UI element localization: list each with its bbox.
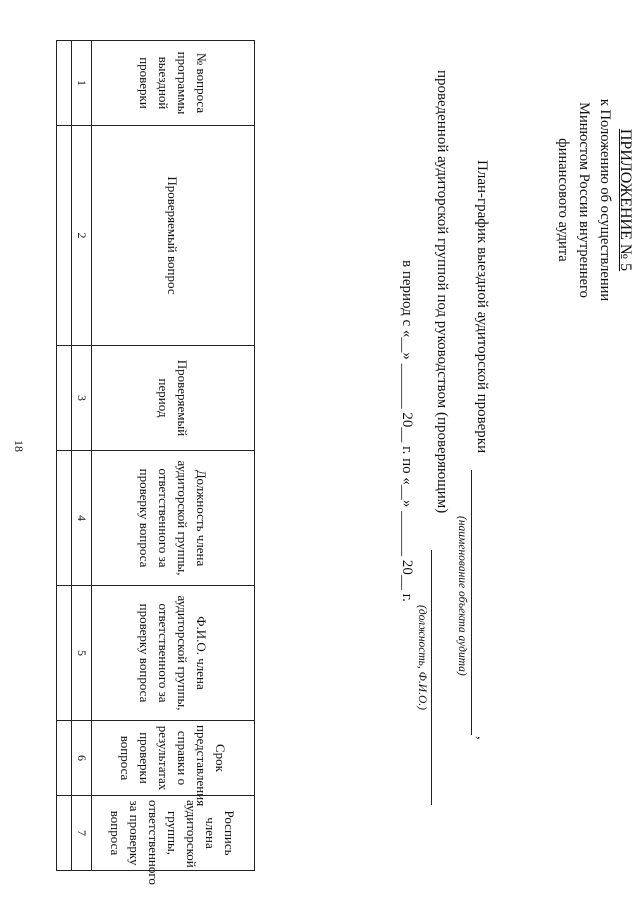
- appendix-title: ПРИЛОЖЕНИЕ № 5: [617, 128, 634, 272]
- table-cell: [57, 586, 72, 721]
- col-header-period: Проверяемый период: [92, 346, 255, 451]
- heading-comma: ,: [474, 736, 490, 740]
- col-number-2: 2: [72, 126, 92, 346]
- col-header-deadline: Срок представления справки о результатах проверки вопроса: [92, 721, 255, 796]
- plan-table: [56, 40, 255, 885]
- col-number-1: 1: [72, 41, 92, 126]
- col-number-5: 5: [72, 586, 92, 721]
- col-number-7: 7: [72, 796, 92, 871]
- col-number-3: 3: [72, 346, 92, 451]
- position-caption: (должность, Ф.И.О.): [416, 605, 428, 710]
- object-caption: (наименование объекта аудита): [456, 516, 468, 676]
- col-header-question: Проверяемый вопрос: [92, 126, 255, 346]
- col-number-4: 4: [72, 451, 92, 586]
- col-header-signature: Роспись члена аудиторской группы, ответственного за проверку вопроса: [92, 796, 255, 871]
- table-header-row: [92, 41, 255, 871]
- object-name-underline: [471, 470, 472, 735]
- table-cell: [57, 346, 72, 451]
- page-number: 18: [12, 440, 26, 452]
- table-number-row: [72, 41, 92, 871]
- table-cell: [57, 721, 72, 796]
- col-header-number: № вопроса программы выездной проверки: [92, 41, 255, 126]
- table-cell: [57, 41, 72, 126]
- appendix-line-1: к Положению об осуществлении: [597, 98, 613, 302]
- col-header-fio: Ф.И.О. члена аудиторской группы, ответственного за проверку вопроса: [92, 586, 255, 721]
- form-heading: План-график выездной аудиторской проверки: [474, 160, 490, 454]
- table-row-empty: [57, 41, 72, 871]
- table-cell: [57, 451, 72, 586]
- form-line-2: проведенной аудиторской группой под руководством (проверяющим): [434, 70, 450, 514]
- col-header-position: Должность члена аудиторской группы, ответственного за проверку вопроса: [92, 451, 255, 586]
- position-underline: [431, 550, 432, 805]
- period-line: в период с «__» ______ 20__ г. по «__» ______ 20__ г.: [399, 260, 415, 602]
- table-cell: [57, 796, 72, 871]
- table-cell: [57, 126, 72, 346]
- appendix-line-3: финансового аудита: [555, 138, 571, 262]
- col-number-6: 6: [72, 721, 92, 796]
- appendix-line-2: Минюстом России внутреннего: [576, 102, 592, 298]
